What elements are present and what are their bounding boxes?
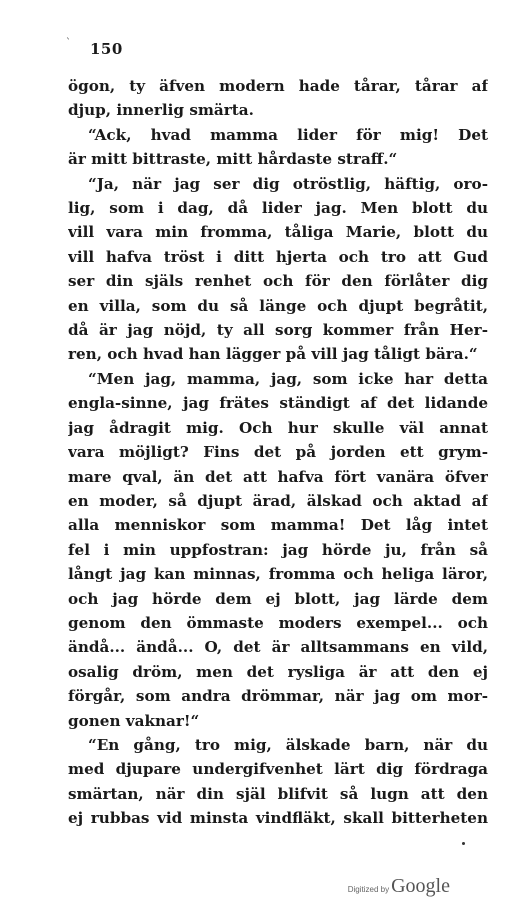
text-line: vill hafva tröst i ditt hjerta och tro att Gud — [68, 247, 488, 266]
text-line: gonen vaknar!“ — [68, 711, 200, 730]
text-line: långt jag kan minnas, fromma och heliga läror, — [68, 565, 488, 584]
body-text — [68, 74, 488, 831]
text-line: vara möjligt? Fins det på jorden ett grym- — [68, 443, 488, 462]
text-line: jag ådragit mig. Och hur skulle väl annat — [68, 418, 488, 437]
text-line: engla-sinne, jag frätes ständigt af det lidande — [68, 394, 488, 413]
text-line: genom den ömmaste moders exempel... och — [68, 613, 488, 632]
text-line: då är jag nöjd, ty all sorg kommer från Her- — [68, 321, 488, 340]
text-line: ren, och hvad han lägger på vill jag tåligt bära.“ — [68, 345, 478, 364]
text-line: ser din själs renhet och för den förlåter dig — [68, 272, 488, 291]
text-line: smärtan, när din själ blifvit så lugn att den — [68, 784, 488, 803]
text-line: “Ja, när jag ser dig otröstlig, häftig, oro- — [88, 174, 488, 193]
text-line: vill vara min fromma, tåliga Marie, blott du — [68, 223, 488, 242]
text-line: med djupare undergifvenhet lärt dig fördraga — [68, 760, 488, 779]
text-line: fel i min uppfostran: jag hörde ju, från så — [68, 540, 488, 559]
page-number: 150 — [90, 40, 123, 58]
digitized-watermark — [348, 875, 450, 898]
text-line: “En gång, tro mig, älskade barn, när du — [88, 735, 488, 754]
text-line: förgår, som andra drömmar, när jag om mor- — [68, 687, 488, 706]
text-line: är mitt bittraste, mitt hårdaste straff.“ — [68, 150, 398, 169]
text-line: ej rubbas vid minsta vindfläkt, skall bitterheten — [68, 809, 488, 828]
text-line: en moder, så djupt ärad, älskad och aktad af — [68, 491, 488, 510]
watermark-prefix: Digitized by — [347, 885, 390, 894]
text-line: “Ack, hvad mamma lider för mig! Det — [88, 125, 488, 144]
watermark-brand: Google — [391, 875, 450, 897]
text-line: ögon, ty äfven modern hade tårar, tårar af — [68, 77, 488, 95]
stray-dot — [462, 842, 465, 845]
text-line: och jag hörde dem ej blott, jag lärde dem — [68, 589, 488, 608]
text-line: djup, innerlig smärta. — [68, 101, 254, 120]
text-line: ändå... ändå... O, det är alltsammans en vild, — [68, 638, 488, 657]
text-line: osalig dröm, men det rysliga är att den ej — [68, 662, 488, 681]
text-line: “Men jag, mamma, jag, som icke har detta — [88, 369, 488, 388]
text-line: mare qval, än det att hafva fört vanära öfver — [68, 467, 488, 486]
text-line: en villa, som du så länge och djupt begråtit, — [68, 296, 488, 315]
stray-tick-mark: ` — [66, 38, 71, 49]
text-line: alla menniskor som mamma! Det låg intet — [68, 516, 488, 535]
text-line: lig, som i dag, då lider jag. Men blott du — [68, 199, 488, 218]
